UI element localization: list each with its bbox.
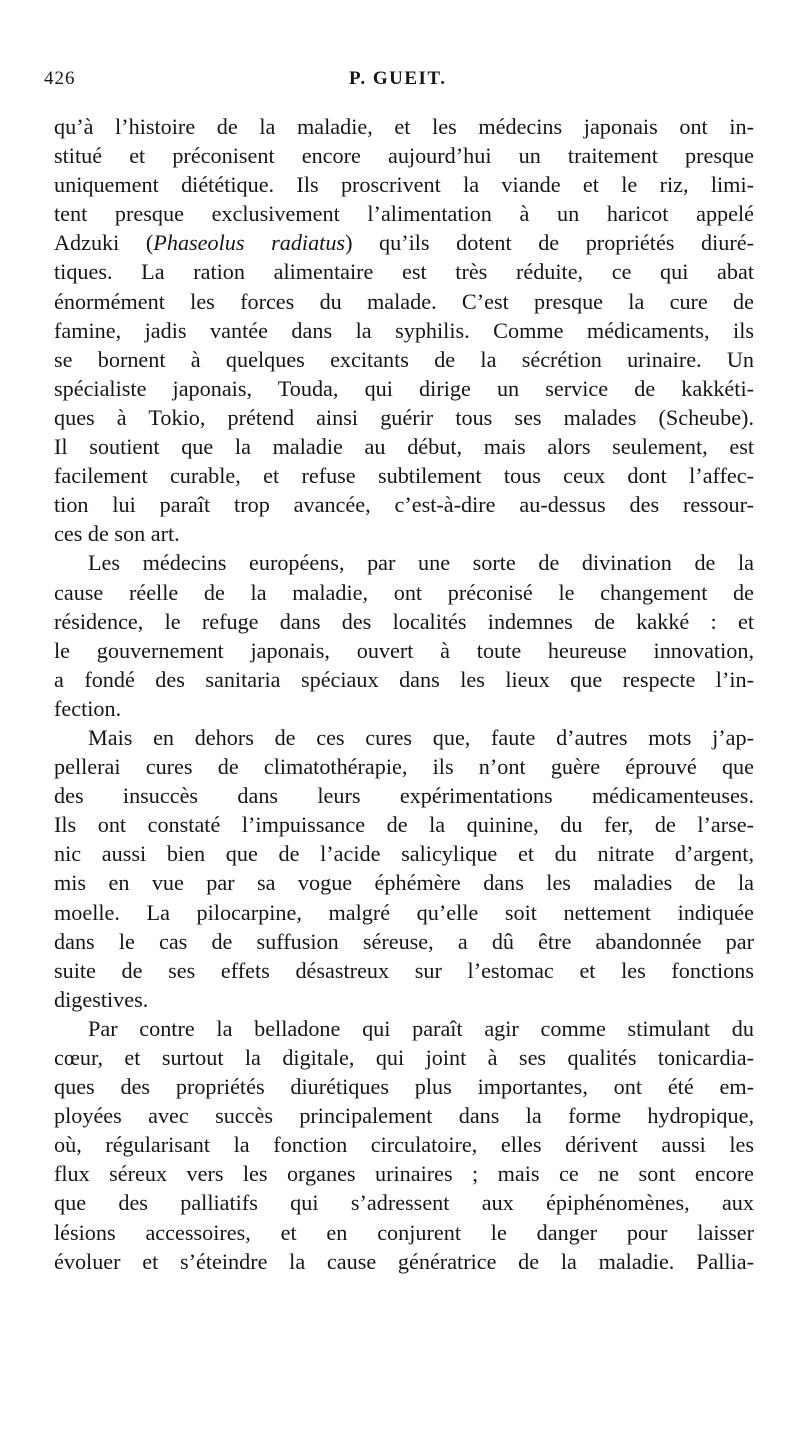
text-line: flux séreux vers les organes urinaires ; mais ce ne sont encore (54, 1161, 754, 1187)
text-line: fection. (54, 695, 122, 721)
text-line: uniquement diététique. Ils proscrivent la viande et le riz, limi- (54, 172, 754, 198)
text-line: mis en vue par sa vogue éphémère dans les maladies de la (54, 870, 754, 896)
text-line: stitué et préconisent encore aujourd’hui un traitement presque (54, 143, 754, 169)
text-line: tiques. La ration alimentaire est très réduite, ce qui abat (54, 259, 754, 285)
text-line: tion lui paraît trop avancée, c’est-à-dire au-dessus des ressour- (54, 492, 754, 518)
text-line: ques des propriétés diurétiques plus importantes, ont été em- (54, 1074, 754, 1100)
text-line: où, régularisant la fonction circulatoire, elles dérivent aussi les (54, 1132, 754, 1158)
text-line: moelle. La pilocarpine, malgré qu’elle soit nettement indiquée (54, 899, 754, 925)
text-line: facilement curable, et refuse subtilement tous ceux dont l’affec- (54, 463, 754, 489)
text-line: suite de ses effets désastreux sur l’estomac et les fonctions (54, 957, 754, 983)
text-line: spécialiste japonais, Touda, qui dirige un service de kakkéti- (54, 375, 754, 401)
body-text (54, 112, 754, 1276)
scientific-name: Phaseolus radiatus (153, 230, 346, 256)
text-line: Il soutient que la maladie au début, mais alors seulement, est (54, 434, 754, 460)
text-line: Ils ont constaté l’impuissance de la quinine, du fer, de l’arse- (54, 812, 754, 838)
text-line: famine, jadis vantée dans la syphilis. Comme médicaments, ils (54, 317, 754, 343)
text-line: le gouvernement japonais, ouvert à toute heureuse innovation, (54, 637, 754, 663)
paragraph-start-line: Les médecins européens, par une sorte de divination de la (88, 550, 754, 576)
text-line: résidence, le refuge dans des localités indemnes de kakké : et (54, 608, 754, 634)
text-line: Adzuki (Phaseolus radiatus) qu’ils dotent de propriétés diuré- (54, 230, 754, 256)
paragraph-start-line: Par contre la belladone qui paraît agir comme stimulant du (88, 1015, 754, 1041)
text-line: évoluer et s’éteindre la cause génératrice de la maladie. Pallia- (54, 1248, 754, 1274)
text-line: nic aussi bien que de l’acide salicylique et du nitrate d’argent, (54, 841, 754, 867)
text-line: cause réelle de la maladie, ont préconisé le changement de (54, 579, 754, 605)
text-line: pellerai cures de climatothérapie, ils n’ont guère éprouvé que (54, 754, 754, 780)
page-number: 426 (44, 68, 76, 89)
text-line: énormément les forces du malade. C’est presque la cure de (54, 288, 754, 314)
text-line: dans le cas de suffusion séreuse, a dû être abandonnée par (54, 928, 754, 954)
running-title: P. GUEIT. (349, 68, 447, 89)
running-header (44, 68, 754, 96)
text-line: des insuccès dans leurs expérimentations médicamenteuses. (54, 783, 754, 809)
paragraph-start-line: Mais en dehors de ces cures que, faute d’autres mots j’ap- (88, 724, 754, 750)
text-line: ployées avec succès principalement dans la forme hydropique, (54, 1103, 754, 1129)
text-line: qu’à l’histoire de la maladie, et les médecins japonais ont in- (54, 114, 754, 139)
text-line: que des palliatifs qui s’adressent aux épiphénomènes, aux (54, 1190, 754, 1216)
text-line: ques à Tokio, prétend ainsi guérir tous ses malades (Scheube). (54, 404, 754, 430)
text-line: ces de son art. (54, 521, 180, 547)
text-line: lésions accessoires, et en conjurent le danger pour laisser (54, 1219, 754, 1245)
text-line: digestives. (54, 986, 149, 1012)
text-line: tent presque exclusivement l’alimentation à un haricot appelé (54, 201, 754, 227)
text-line: a fondé des sanitaria spéciaux dans les lieux que respecte l’in- (54, 666, 754, 692)
text-line: se bornent à quelques excitants de la sécrétion urinaire. Un (54, 346, 754, 372)
text-line: cœur, et surtout la digitale, qui joint à ses qualités tonicardia- (54, 1045, 754, 1070)
